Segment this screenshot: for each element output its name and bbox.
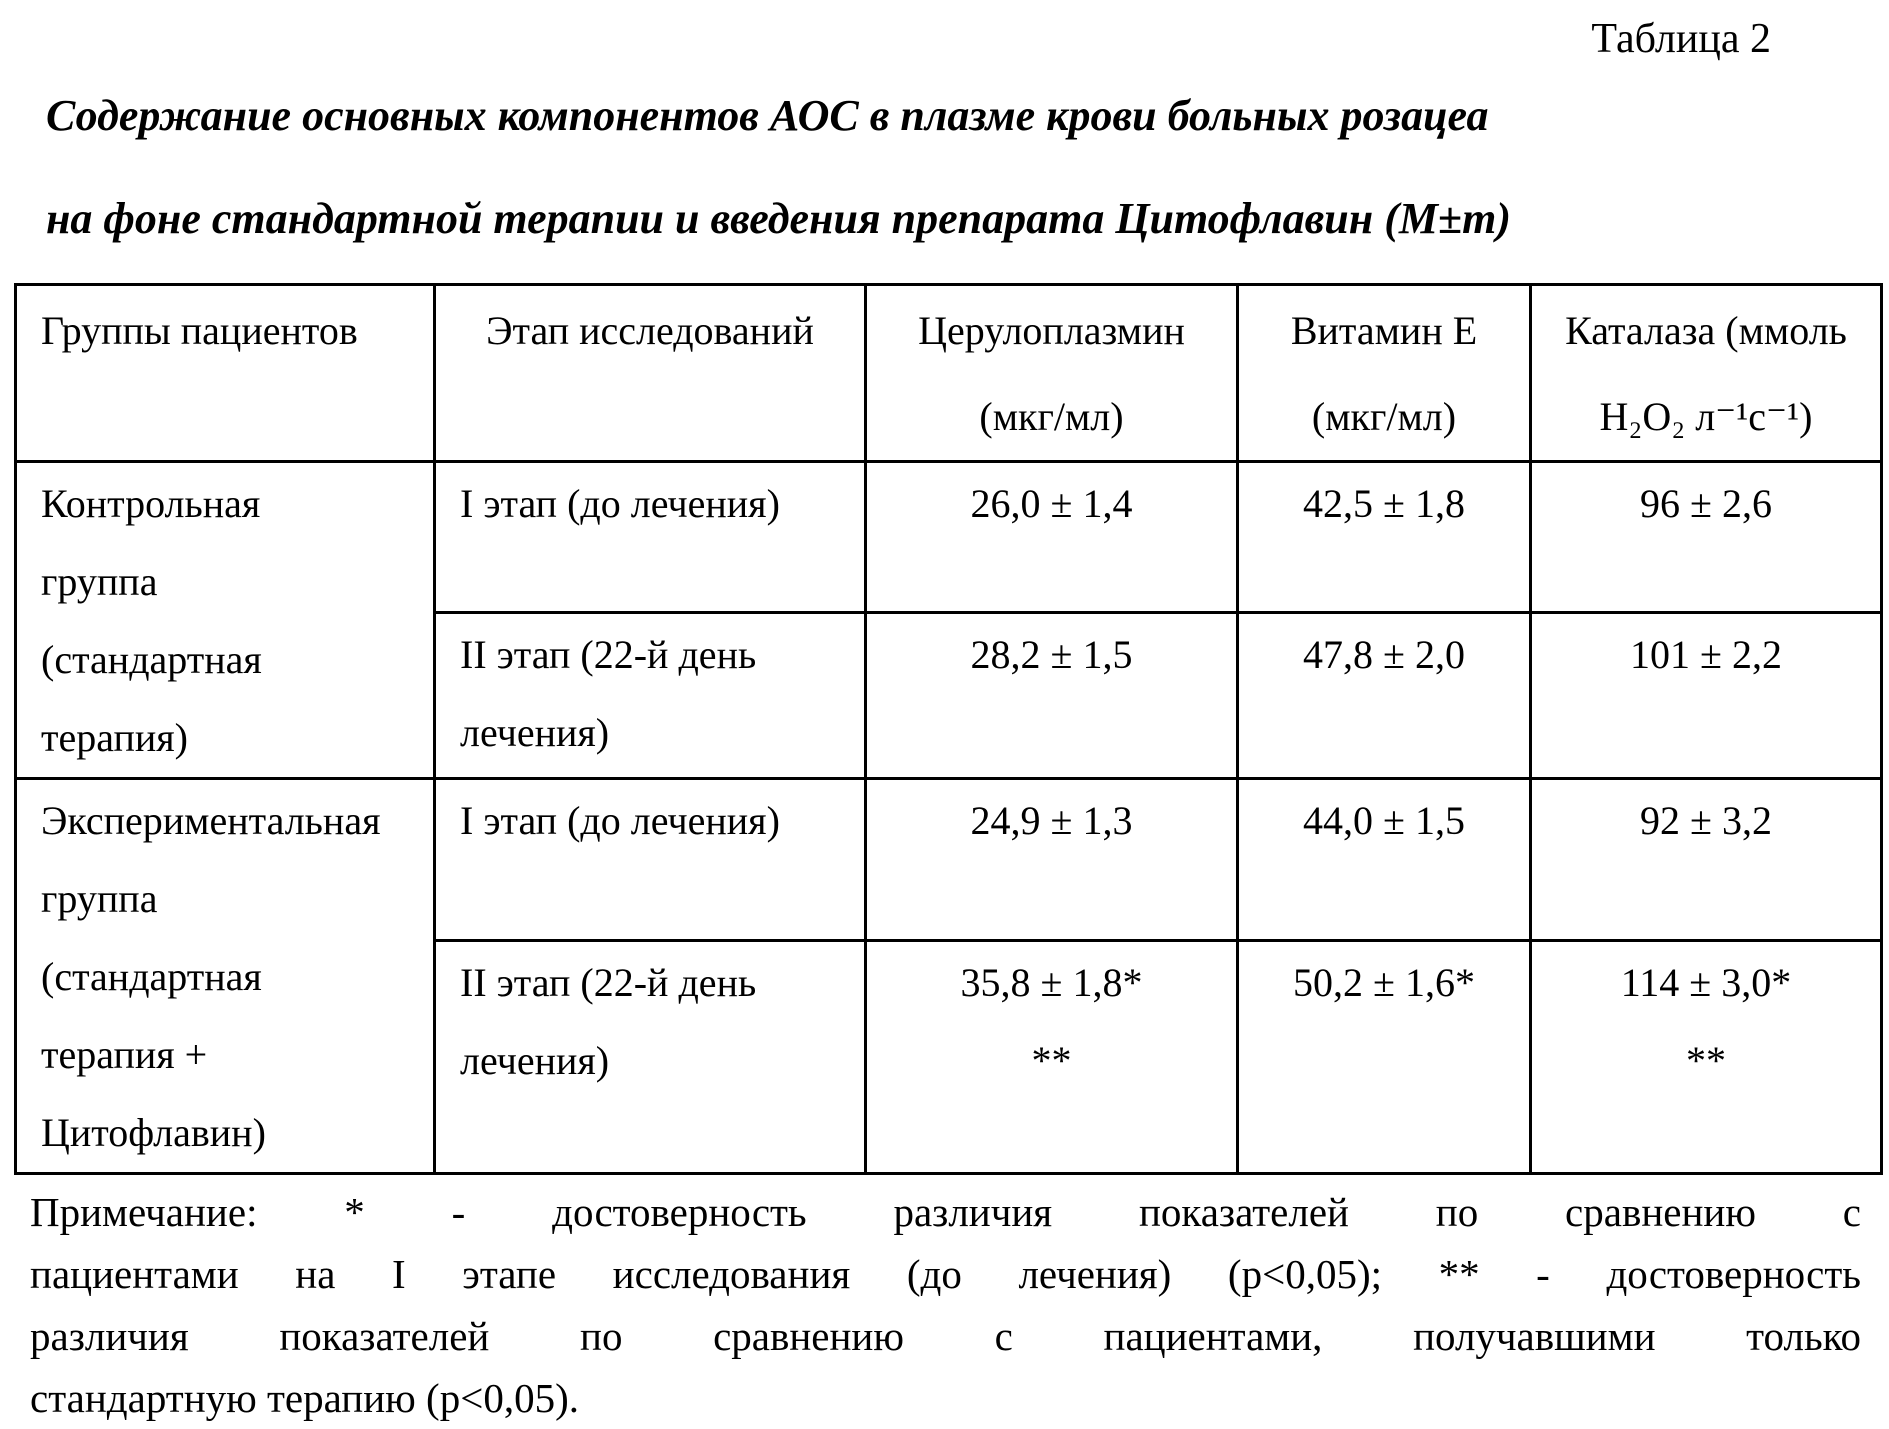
value-cell-catalase bbox=[1531, 779, 1882, 941]
value-cell-catalase bbox=[1531, 941, 1882, 1174]
stage-cell bbox=[435, 779, 866, 941]
stage-line: I этап (до лечения) bbox=[460, 798, 780, 843]
header-row bbox=[16, 285, 1882, 462]
value-cell-ceruloplasmin bbox=[866, 612, 1238, 778]
group-name-line: терапия) bbox=[41, 715, 188, 760]
value-line: 47,8 ± 2,0 bbox=[1303, 631, 1465, 677]
value-cell-vitamin-e bbox=[1238, 941, 1531, 1174]
group-name-line: Контрольная bbox=[41, 481, 261, 526]
page-title-line-2: на фоне стандартной терапии и введения препарата Цитофлавин (М±m) bbox=[46, 194, 1511, 243]
value-line: 42,5 ± 1,8 bbox=[1303, 481, 1465, 526]
value-cell-vitamin-e bbox=[1238, 462, 1531, 613]
stage-line: лечения) bbox=[460, 1038, 610, 1084]
value-cell-vitamin-e bbox=[1238, 612, 1531, 778]
column-header-catalase bbox=[1531, 285, 1882, 462]
footnote-line: Примечание: * - достоверность различия показателей по сравнению с bbox=[30, 1189, 1861, 1235]
results-table bbox=[14, 283, 1883, 1175]
column-header-stage bbox=[435, 285, 866, 462]
footnote bbox=[30, 1181, 1861, 1429]
column-header-vitamin-e bbox=[1238, 285, 1531, 462]
stage-cell bbox=[435, 462, 866, 613]
stage-line: I этап (до лечения) bbox=[460, 481, 780, 526]
stage-line: II этап (22-й день bbox=[460, 960, 757, 1006]
value-cell-ceruloplasmin bbox=[866, 462, 1238, 613]
group-name-line: группа bbox=[41, 559, 158, 604]
column-header-ceruloplasmin-name: Церулоплазмин bbox=[918, 308, 1185, 353]
column-header-vitamin-e-unit: (мкг/мл) bbox=[1311, 394, 1457, 439]
footnote-line: пациентами на I этапе исследования (до лечения) (p<0,05); ** - достоверность bbox=[30, 1251, 1861, 1297]
value-line: 50,2 ± 1,6* bbox=[1293, 960, 1475, 1006]
group-cell-experimental bbox=[16, 779, 435, 1174]
value-line: 114 ± 3,0* bbox=[1620, 960, 1792, 1006]
table-label: Таблица 2 bbox=[1591, 16, 1771, 62]
column-header-ceruloplasmin bbox=[866, 285, 1238, 462]
footnote-line: различия показателей по сравнению с пациентами, получавшими только bbox=[30, 1313, 1861, 1359]
stage-line: лечения) bbox=[460, 709, 610, 755]
value-line: 35,8 ± 1,8* bbox=[960, 960, 1143, 1006]
column-header-catalase-unit: H₂O₂ л⁻¹с⁻¹) bbox=[1599, 394, 1813, 439]
group-name-line: (стандартная bbox=[41, 637, 262, 682]
value-cell-catalase bbox=[1531, 462, 1882, 613]
page-title bbox=[46, 64, 1849, 270]
group-name-line: Цитофлавин) bbox=[41, 1110, 266, 1155]
group-name-line: группа bbox=[41, 876, 158, 921]
column-header-stage-label: Этап исследований bbox=[486, 308, 814, 353]
significance-marker: ** bbox=[1031, 1038, 1072, 1084]
stage-cell bbox=[435, 941, 866, 1174]
value-line: 101 ± 2,2 bbox=[1630, 631, 1782, 677]
footnote-line: стандартную терапию (p<0,05). bbox=[30, 1375, 579, 1421]
group-name-line: (стандартная bbox=[41, 954, 262, 999]
value-line: 92 ± 3,2 bbox=[1640, 798, 1772, 843]
group-cell-control bbox=[16, 462, 435, 779]
column-header-ceruloplasmin-unit: (мкг/мл) bbox=[979, 394, 1124, 439]
group-name-line: терапия + bbox=[41, 1032, 208, 1077]
significance-marker: ** bbox=[1686, 1038, 1726, 1084]
column-header-groups bbox=[16, 285, 435, 462]
value-cell-ceruloplasmin bbox=[866, 941, 1238, 1174]
value-line: 28,2 ± 1,5 bbox=[970, 631, 1133, 677]
table-row bbox=[16, 779, 1882, 941]
column-header-vitamin-e-name: Витамин Е bbox=[1290, 308, 1478, 353]
value-line: 26,0 ± 1,4 bbox=[970, 481, 1133, 526]
table-row bbox=[16, 462, 1882, 613]
value-cell-catalase bbox=[1531, 612, 1882, 778]
page-title-line-1: Содержание основных компонентов АОС в плазме крови больных розацеа bbox=[46, 91, 1489, 140]
stage-cell bbox=[435, 612, 866, 778]
value-cell-vitamin-e bbox=[1238, 779, 1531, 941]
column-header-catalase-name: Каталаза (ммоль bbox=[1565, 308, 1847, 353]
value-line: 96 ± 2,6 bbox=[1640, 481, 1772, 526]
value-line: 44,0 ± 1,5 bbox=[1303, 798, 1465, 843]
value-line: 24,9 ± 1,3 bbox=[970, 798, 1133, 843]
stage-line: II этап (22-й день bbox=[460, 631, 757, 677]
value-cell-ceruloplasmin bbox=[866, 779, 1238, 941]
group-name-line: Экспериментальная bbox=[41, 798, 381, 843]
column-header-groups-label: Группы пациентов bbox=[41, 308, 358, 353]
